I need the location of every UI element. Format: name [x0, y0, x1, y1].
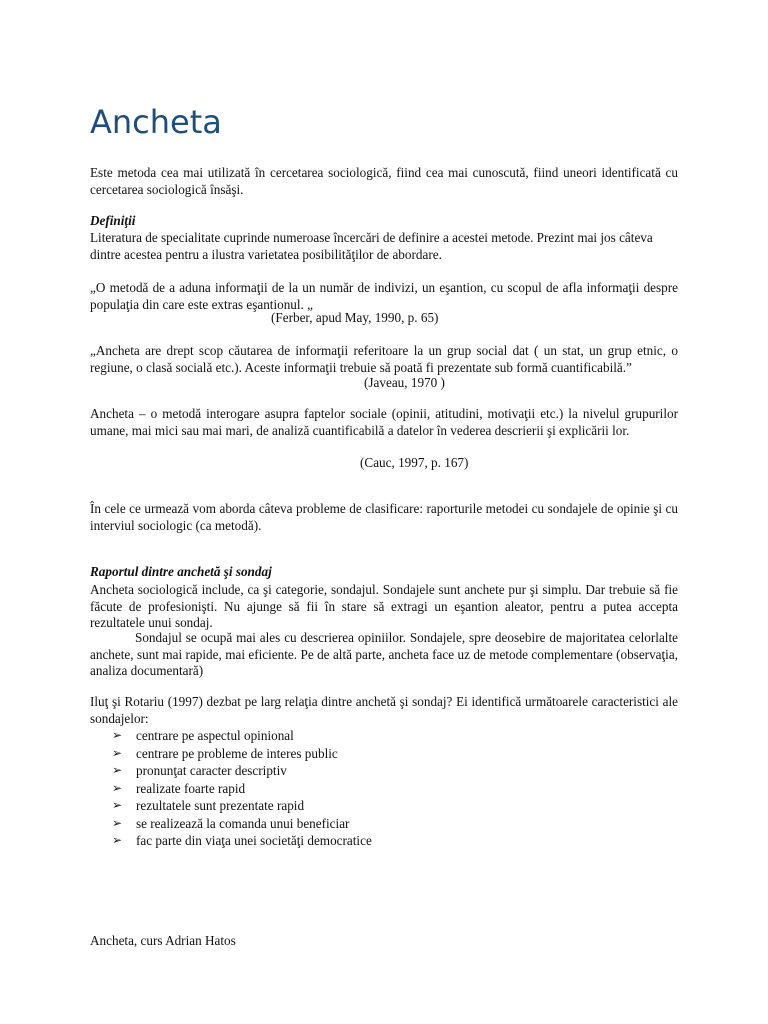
citation-2: (Javeau, 1970 ) [364, 375, 445, 390]
arrow-bullet-icon: ➢ [112, 763, 123, 777]
section-paragraph-3: Iluţ şi Rotariu (1997) dezbat pe larg relaţia dintre anchetă şi sondaj? Ei identifică următoarele caracteristici ale sondajelor: [90, 694, 678, 726]
arrow-bullet-icon: ➢ [112, 780, 123, 795]
arrow-bullet-icon: ➢ [112, 815, 123, 830]
arrow-bullet-icon: ➢ [112, 833, 123, 847]
section-paragraph-1: Ancheta sociologică include, ca şi categorie, sondajul. Sondajele sunt anchete pur şi simplu. Dar trebuie să fie făcute de profesionişti. Nu ajunge să fii în stare să extragi un eşantion aleator, pentru a putea accepta rezultatele unui sondaj. [90, 582, 678, 630]
section-heading: Raportul dintre anchetă şi sondaj [90, 564, 272, 579]
transition-paragraph: În cele ce urmează vom aborda câteva probleme de clasificare: raporturile metodei cu sondajele de opinie şi cu interviul sociologic (ca metodă). [90, 501, 678, 533]
arrow-bullet-icon: ➢ [112, 798, 123, 812]
list-item: ➢ centrare pe probleme de interes public [112, 745, 338, 761]
quote-3: Ancheta – o metodă interogare asupra faptelor sociale (opinii, atitudini, motivaţii etc.) la nivelul grupurilor umane, mai mici sau mai mari, de analiză cuantificabilă a datelor în vederea descrierii şi explicării lor. [90, 406, 678, 438]
list-item: ➢ fac parte din viaţa unei societăţi democratice [112, 833, 372, 848]
definitions-heading: Definiţii [90, 213, 136, 228]
citation-1: (Ferber, apud May, 1990, p. 65) [271, 310, 439, 325]
characteristics-list [112, 727, 372, 850]
arrow-bullet-icon: ➢ [112, 745, 123, 760]
arrow-bullet-icon: ➢ [112, 728, 123, 742]
list-item: ➢ se realizează la comanda unui beneficiar [112, 815, 350, 831]
quote-1: „O metodă de a aduna informaţii de la un număr de indivizi, un eşantion, cu scopul de afla informaţii despre populaţia din care este extras eşantionul. „ [90, 280, 678, 312]
list-item: ➢ centrare pe aspectul opinional [112, 728, 294, 743]
page-footer: Ancheta, curs Adrian Hatos [90, 933, 236, 948]
quote-2: „Ancheta are drept scop căutarea de informaţii referitoare la un grup social dat ( un stat, un grup etnic, o regiune, o clasă socială etc.). Aceste informaţii trebuie să poată fi prezentate sub formă cuantificabilă.” [90, 343, 678, 375]
list-item: ➢ realizate foarte rapid [112, 780, 246, 796]
page-title: Ancheta [90, 103, 222, 141]
citation-3: (Cauc, 1997, p. 167) [360, 455, 469, 470]
definitions-paragraph: Literatura de specialitate cuprinde numeroase încercări de definire a acestei metode. Prezint mai jos câteva dintre acestea pentru a ilustra varietatea posibilităţilor de abordare. [90, 230, 653, 262]
list-item: ➢ pronunţat caracter descriptiv [112, 763, 287, 778]
intro-paragraph: Este metoda cea mai utilizată în cercetarea sociologică, fiind cea mai cunoscută, fiind uneori identificată cu cercetarea sociologică însăşi. [90, 165, 678, 197]
list-item: ➢ rezultatele sunt prezentate rapid [112, 798, 305, 813]
section-paragraph-2: Sondajul se ocupă mai ales cu descrierea opiniilor. Sondajele, spre deosebire de majoritatea celorlalte anchete, sunt mai rapide, mai eficiente. Pe de altă parte, ancheta face uz de metode complementare (observaţia, analiza documentară) [90, 630, 678, 678]
